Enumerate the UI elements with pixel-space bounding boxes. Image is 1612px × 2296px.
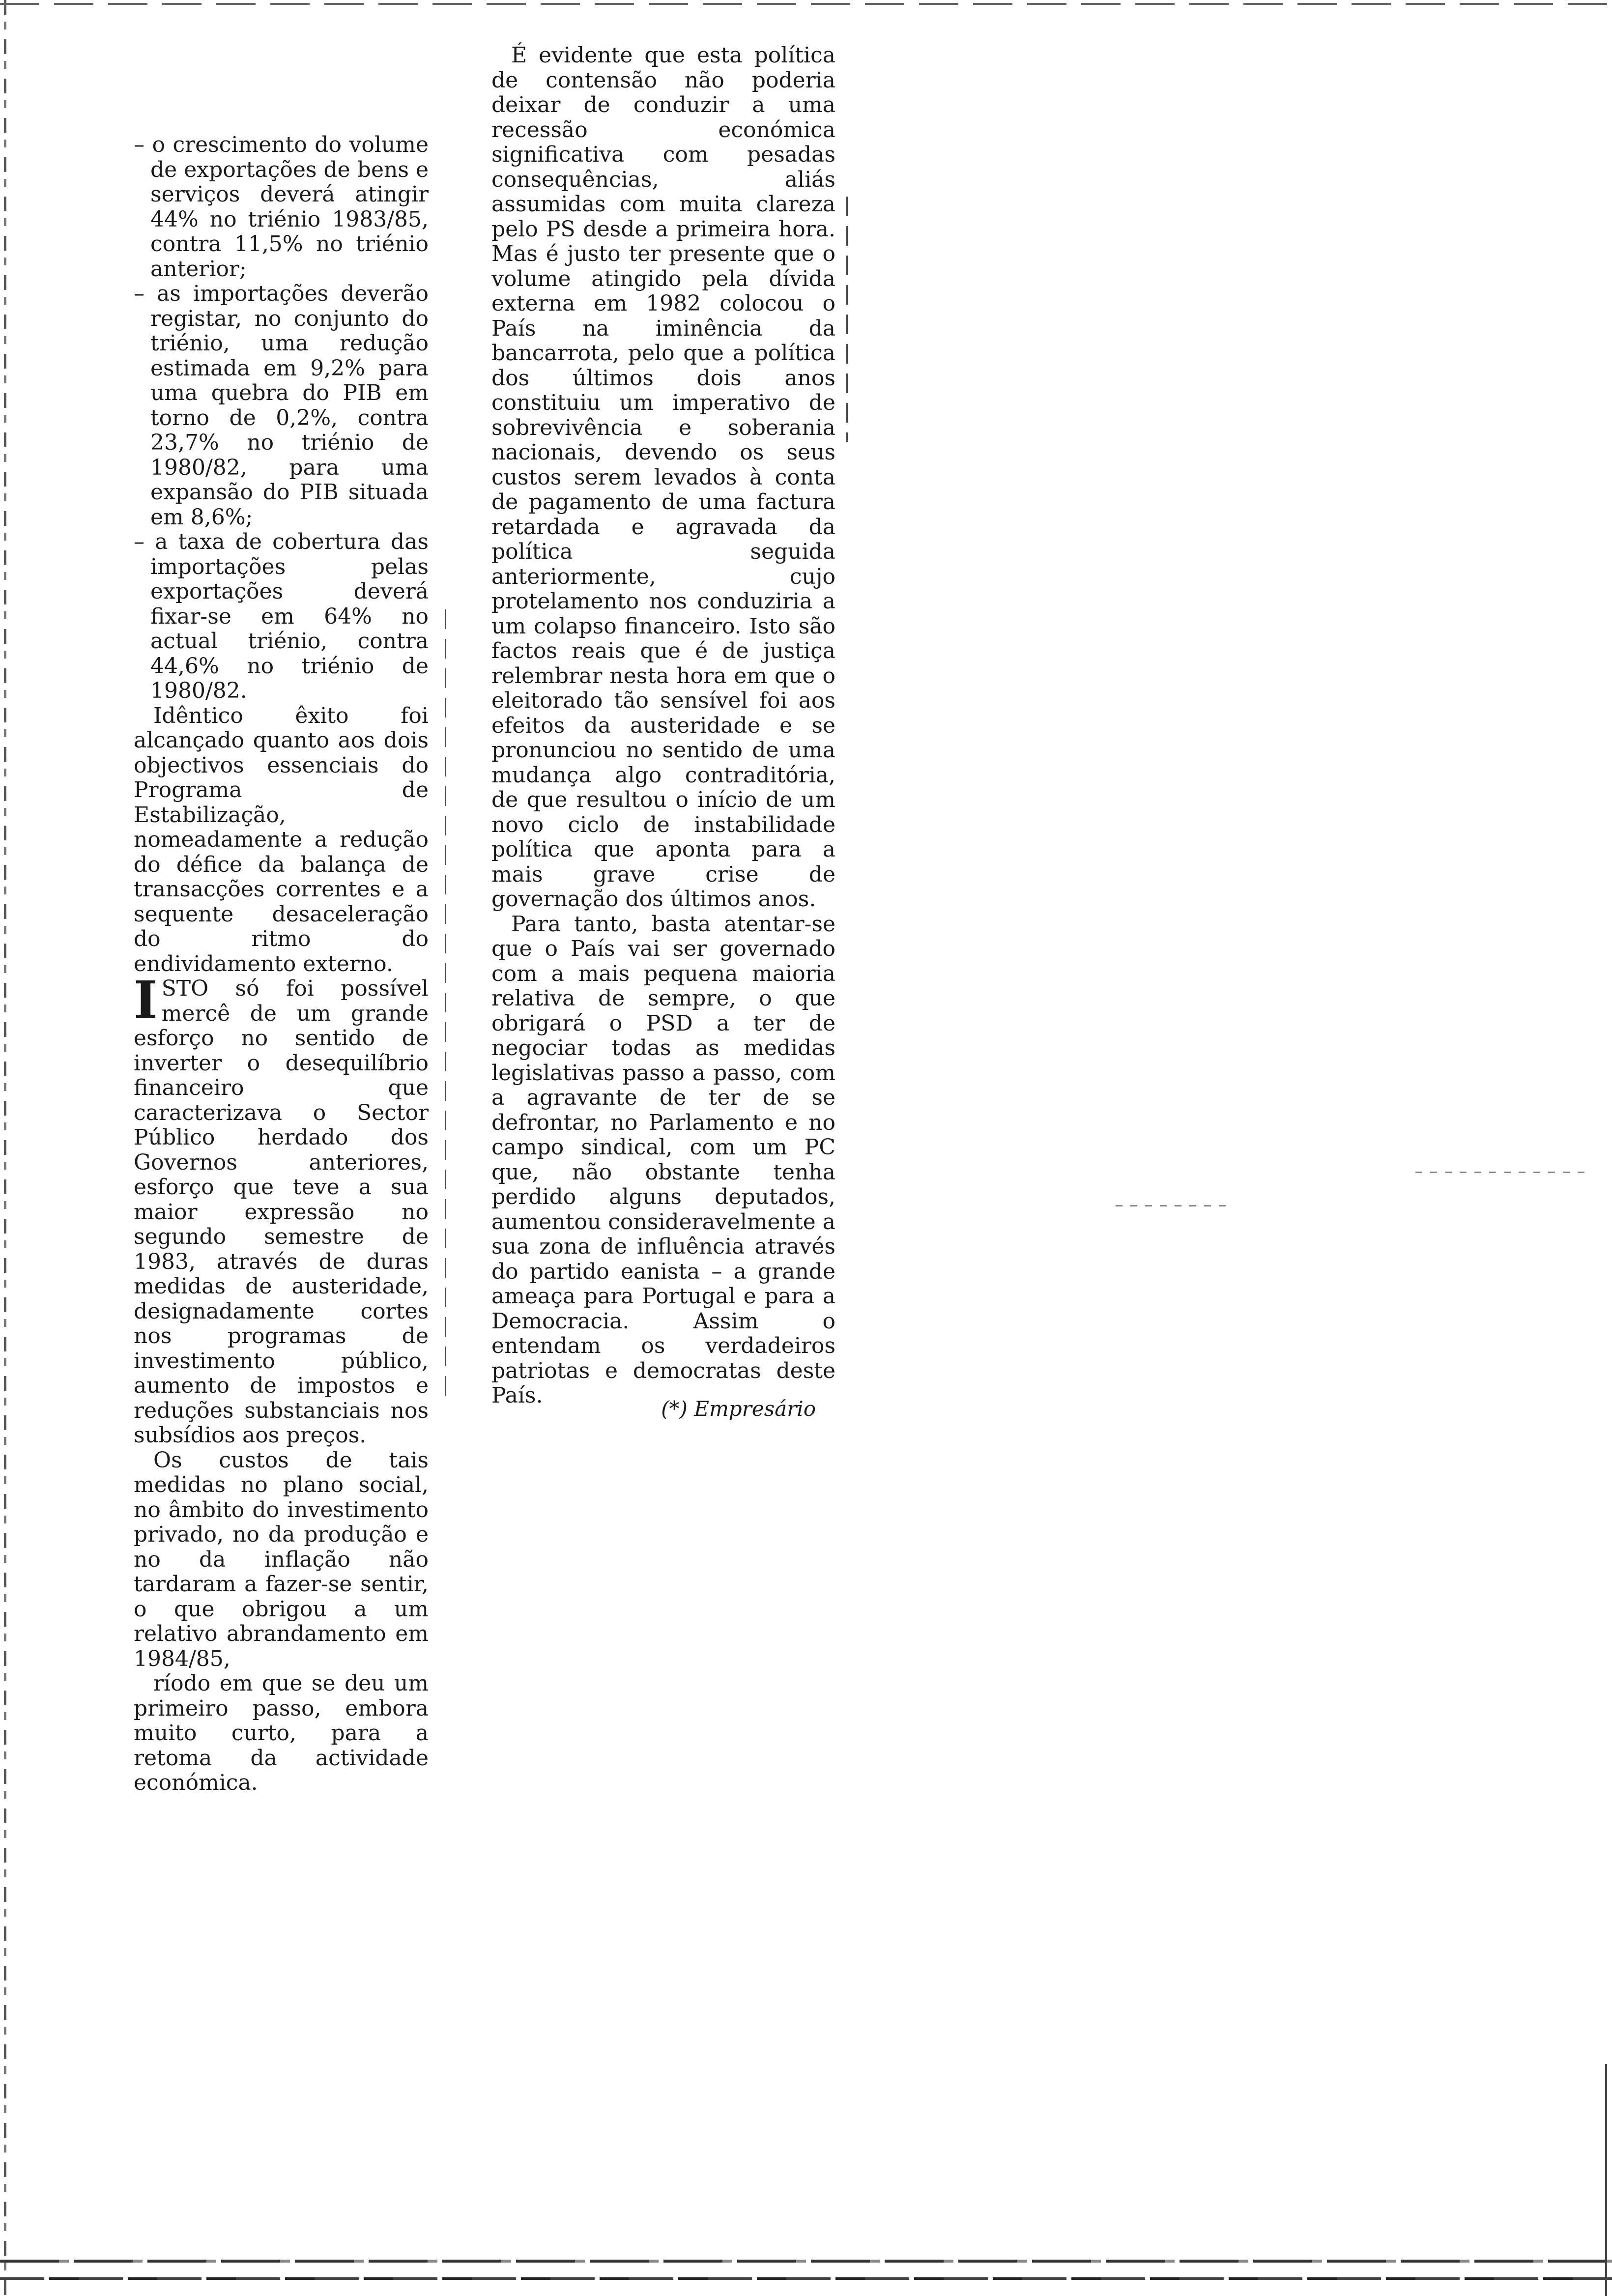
scan-noise-mark (1415, 1172, 1592, 1173)
paragraph: Idêntico êxito foi alcançado quanto aos dois objectivos essenciais do Programa de Estabilização, nomeadamente a redução do défice da balança de transacções correntes e a sequente desaceleração do ritmo do endividamento externo. (134, 703, 429, 976)
right-column (491, 43, 835, 1408)
author-byline: (*) Empresário (661, 1397, 816, 1421)
paragraph: ríodo em que se deu um primeiro passo, embora muito curto, para a retoma da actividade económica. (134, 1671, 429, 1795)
scan-noise-mark (1116, 1205, 1229, 1206)
paragraph: Os custos de tais medidas no plano social, no âmbito do investimento privado, no da produção e no da inflação não tardaram a fazer-se sentir, o que obrigou a um relativo abrandamento em 1984/85, (134, 1447, 429, 1671)
column-rule-right (846, 197, 848, 442)
list-item: – as importações deverão registar, no conjunto do triénio, uma redução estimada em 9,2% para uma quebra do PIB em torno de 0,2%, contra 23,7% no triénio de 1980/82, para uma expansão do PIB situada em 8,6%; (134, 281, 429, 530)
scan-edge-left (4, 0, 6, 2296)
paragraph-text: STO só foi possível mercê de um grande esforço no sentido de inverter o desequilíbrio financeiro que caracterizava o Sector Público herdado dos Governos anteriores, esforço que teve a sua maior expressão no segundo semestre de 1983, através de duras medidas de austeridade, designadamente cortes nos programas de investimento público, aumento de impostos e reduções substanciais nos subsídios aos preços. (134, 976, 429, 1448)
scan-edge-bottom-lower (0, 2277, 1612, 2280)
scan-edge-top (0, 3, 1612, 5)
scan-edge-right (1605, 2064, 1607, 2296)
scan-edge-bottom (0, 2260, 1612, 2263)
left-column (134, 133, 429, 1796)
paragraph: Para tanto, basta atentar-se que o País vai ser governado com a mais pequena maioria relativa de sempre, o que obrigará o PSD a ter de negociar todas as medidas legislativas passo a passo, com a agravante de ter de se defrontar, no Parlamento e no campo sindical, com um PC que, não obstante tenha perdido alguns deputados, aumentou consideravelmente a sua zona de influência através do partido eanista – a grande ameaça para Portugal e para a Democracia. Assim o entendam os verdadeiros patriotas e democratas deste País. (491, 911, 835, 1408)
paragraph-dropcap (134, 970, 429, 1448)
list-item: – a taxa de cobertura das importações pelas exportações deverá fixar-se em 64% no actual triénio, contra 44,6% no triénio de 1980/82. (134, 529, 429, 703)
list-item: – o crescimento do volume de exportações de bens e serviços deverá atingir 44% no triénio 1983/85, contra 11,5% no triénio anterior; (134, 132, 429, 282)
column-rule (445, 609, 446, 1396)
drop-cap: I (134, 970, 158, 1030)
paragraph: É evidente que esta política de contensão não poderia deixar de conduzir a uma recessão económica significativa com pesadas consequências, aliás assumidas com muita clareza pelo PS desde a primeira hora. Mas é justo ter presente que o volume atingido pela dívida externa em 1982 colocou o País na iminência da bancarrota, pelo que a política dos últimos dois anos constituiu um imperativo de sobrevivência e soberania nacionais, devendo os seus custos serem levados à conta de pagamento de uma factura retardada e agravada da política seguida anteriormente, cujo protelamento nos conduziria a um colapso financeiro. Isto são factos reais que é de justiça relembrar nesta hora em que o eleitorado tão sensível foi aos efeitos da austeridade e se pronunciou no sentido de uma mudança algo contraditória, de que resultou o início de um novo ciclo de instabilidade política que aponta para a mais grave crise de governação dos últimos anos. (491, 43, 835, 912)
